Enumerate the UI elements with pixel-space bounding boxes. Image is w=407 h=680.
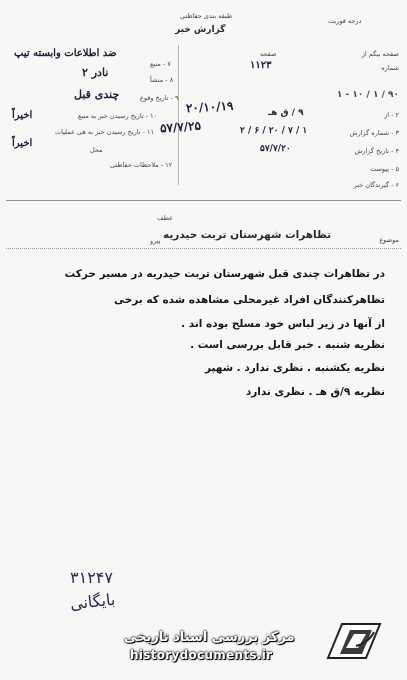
field-page-extra: صفحه (260, 50, 277, 58)
field-7-value: ضد اطلاعات وابسته تیپ (14, 48, 117, 59)
subject-value: تظاهرات شهرستان تربت حیدریه (163, 229, 332, 241)
body-line-4: نظریه شنبه . خبر قابل بررسی است . (190, 339, 385, 351)
field-10-value: اخیراً (12, 110, 33, 121)
field-11-value: اخیراً (12, 138, 33, 149)
form-title: گزارش خبر (175, 25, 226, 35)
archive-logo-icon (320, 618, 394, 664)
body-line-3: از آنها در زیر لباس خود مسلح بوده اند . (181, 318, 385, 330)
body-line-2: تظاهرکنندگان افراد غیرمحلی مشاهده شده که برخی (114, 294, 385, 306)
field-2-label: ۲ - از (384, 111, 399, 119)
priority-label: درجه فوریت (328, 17, 362, 25)
watermark-url: historydocuments.ir (130, 648, 273, 662)
header-divider (6, 200, 401, 201)
column-divider (178, 45, 179, 185)
field-9-label: ۹ - تاریخ وقوع (140, 94, 179, 102)
body-line-6: نظریه ۹/ق هـ . نظری ندارد (245, 386, 385, 398)
subject-label: موضوع (379, 236, 399, 244)
reference-top-label: عطف (157, 214, 173, 222)
watermark-title: مرکز بررسی اسناد تاریخی (124, 630, 295, 645)
field-8-label: ۸ - منشأ (150, 76, 174, 84)
field-4-label: ۴ - تاریخ گزارش (354, 147, 399, 155)
field-number-value: ۱۱۲۳ (250, 60, 272, 71)
subject-divider (6, 248, 401, 249)
field-3-value: ۲ / ۶ / ۲۰ / ۷ / ۱ (240, 126, 308, 136)
field-11-label: ۱۱ - تاریخ رسیدن خبر به هی عملیات (55, 128, 155, 136)
reference-label: پیرو (150, 237, 161, 245)
field-6-label: ۶ - گیرندگان خبر (353, 181, 399, 189)
stamp-date-2: ۵۷/۷/۲۵ (159, 118, 202, 136)
field-4-value: ۵۷/۷/۲۰ (260, 144, 291, 154)
field-number-label: شماره (381, 64, 399, 72)
stamp-date-1: ۲۰/۱۰/۱۹ (185, 98, 234, 116)
field-9-value: چندی قبل (74, 88, 120, 101)
body-line-1: در تظاهرات چندی قبل شهرستان تربت حیدریه در مسیر حرکت (64, 268, 385, 280)
field-11-sub: محل (90, 146, 103, 154)
body-line-5: نظریه یکشنبه . نظری ندارد . شهپر (204, 362, 385, 374)
field-page-count-label: صفحه بیگم از (361, 50, 399, 58)
field-7-label: ۷ - منبع (150, 60, 171, 68)
field-1-label: ۱ - ۱۰ / ۱ / ۹۰ (336, 90, 399, 100)
field-8-value: ۲ نادر (82, 66, 109, 79)
field-3-label: ۳ - شماره گزارش (349, 129, 399, 137)
field-2-value: ۹ / ق هـ (268, 108, 304, 118)
field-12-label: ۱۲ - ملاحظات حفاظتی (110, 161, 173, 169)
handwritten-note: بایگانی (69, 589, 117, 614)
handwritten-number: ۳۱۲۴۷ (70, 568, 113, 587)
classification-label: طبقه بندی حفاظتی (180, 12, 233, 20)
field-10-label: ۱۰ - تاریخ رسیدن خبر به منبع (78, 112, 158, 120)
field-5-label: ۵ - پیوست (370, 165, 399, 173)
